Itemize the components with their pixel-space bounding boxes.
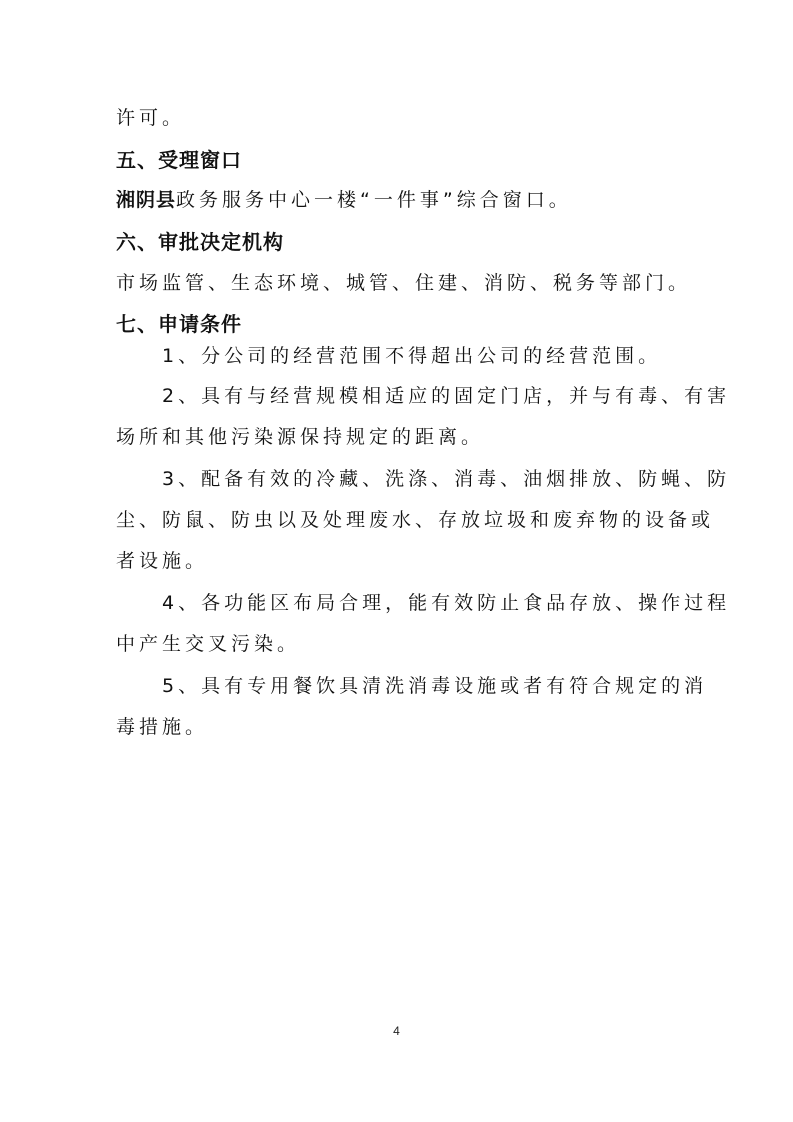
condition-item-3-continued: 尘、防鼠、防虫以及处理废水、存放垃圾和废弃物的设备或 [116, 509, 715, 531]
condition-item-5: 5、具有专用餐饮具清洗消毒设施或者有符合规定的消 [162, 675, 708, 697]
section-heading-application-conditions: 七、申请条件 [116, 312, 242, 336]
condition-item-2: 2、具有与经营规模相适应的固定门店，并与有毒、有害 [162, 385, 731, 407]
condition-item-3: 3、配备有效的冷藏、洗涤、消毒、油烟排放、防蝇、防 [162, 468, 731, 490]
condition-item-4-continued: 中产生交叉污染。 [116, 633, 301, 655]
body-text-line [116, 188, 686, 212]
window-location-text: 政务服务中心一楼“一件事”综合窗口。 [176, 189, 572, 211]
condition-item-5-continued: 毒措施。 [116, 716, 209, 738]
section-heading-approval-authority: 六、审批决定机构 [116, 230, 284, 254]
condition-item-2-continued: 场所和其他污染源保持规定的距离。 [116, 426, 485, 448]
page-number: 4 [393, 1024, 400, 1038]
condition-item-4: 4、各功能区布局合理，能有效防止食品存放、操作过程 [162, 592, 731, 614]
body-text-line: 许可。 [116, 107, 186, 129]
section-heading-acceptance-window: 五、受理窗口 [116, 148, 242, 172]
body-text-line: 市场监管、生态环境、城管、住建、消防、税务等部门。 [116, 272, 692, 294]
condition-item-3-continued: 者设施。 [116, 550, 209, 572]
county-name: 湘阴县 [116, 189, 177, 211]
condition-item-1: 1、分公司的经营范围不得超出公司的经营范围。 [162, 345, 662, 367]
